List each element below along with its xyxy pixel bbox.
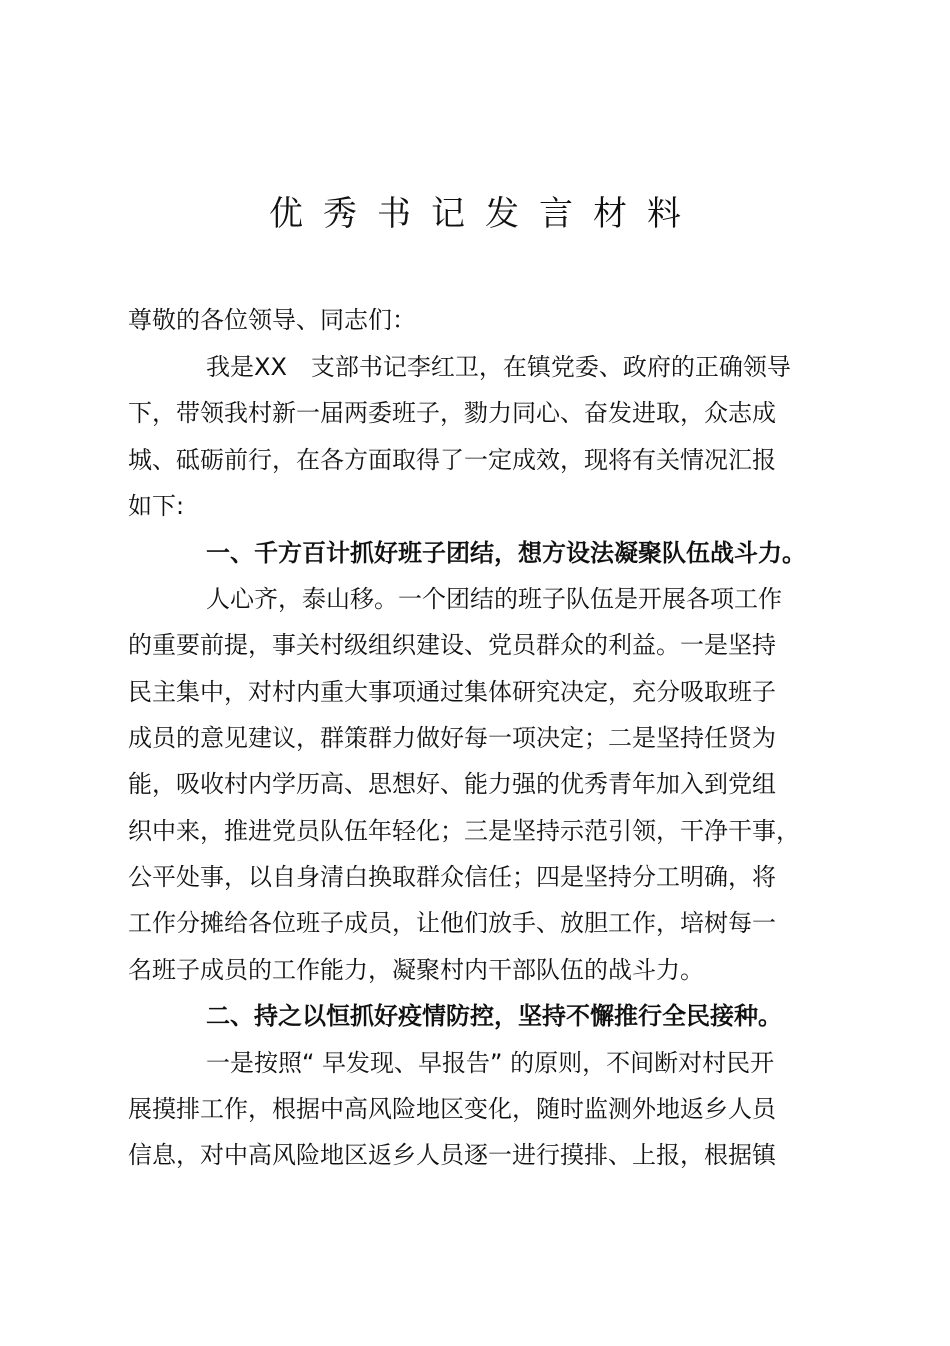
paragraph-line: 人心齐，泰山移。一个团结的班子队伍是开展各项工作 bbox=[206, 585, 782, 613]
paragraph-line: 能，吸收村内学历高、思想好、能力强的优秀青年加入到党组 bbox=[128, 770, 776, 798]
paragraph-line: 信息，对中高风险地区返乡人员逐一进行摸排、上报，根据镇 bbox=[128, 1141, 776, 1169]
paragraph-line: 下，带领我村新一届两委班子，勠力同心、奋发进取，众志成 bbox=[128, 399, 776, 427]
paragraph-line: 成员的意见建议，群策群力做好每一项决定；二是坚持任贤为 bbox=[128, 724, 776, 752]
paragraph-line: 工作分摊给各位班子成员，让他们放手、放胆工作，培树每一 bbox=[128, 909, 776, 937]
document-title: 优秀书记发言材料 bbox=[269, 194, 701, 234]
paragraph-line: 我是XX 支部书记李红卫，在镇党委、政府的正确领导 bbox=[206, 353, 791, 381]
paragraph-line: 城、砥砺前行，在各方面取得了一定成效，现将有关情况汇报 bbox=[128, 446, 776, 474]
paragraph-line: 民主集中，对村内重大事项通过集体研究决定，充分吸取班子 bbox=[128, 678, 776, 706]
paragraph-line: 一是按照“ 早发现、早报告” 的原则，不间断对村民开 bbox=[206, 1049, 775, 1077]
paragraph-line: 织中来，推进党员队伍年轻化；三是坚持示范引领，干净干事， bbox=[128, 817, 800, 845]
paragraph-line: 的重要前提，事关村级组织建设、党员群众的利益。一是坚持 bbox=[128, 631, 776, 659]
section-heading-2: 二、持之以恒抓好疫情防控，坚持不懈推行全民接种。 bbox=[206, 1002, 782, 1030]
paragraph-line: 公平处事，以自身清白换取群众信任；四是坚持分工明确，将 bbox=[128, 863, 776, 891]
paragraph-line: 如下: bbox=[128, 492, 185, 520]
paragraph-line: 名班子成员的工作能力，凝聚村内干部队伍的战斗力。 bbox=[128, 956, 704, 984]
salutation: 尊敬的各位领导、同志们： bbox=[128, 306, 416, 334]
paragraph-line: 展摸排工作，根据中高风险地区变化，随时监测外地返乡人员 bbox=[128, 1095, 776, 1123]
section-heading-1: 一、千方百计抓好班子团结，想方设法凝聚队伍战斗力。 bbox=[206, 539, 806, 567]
